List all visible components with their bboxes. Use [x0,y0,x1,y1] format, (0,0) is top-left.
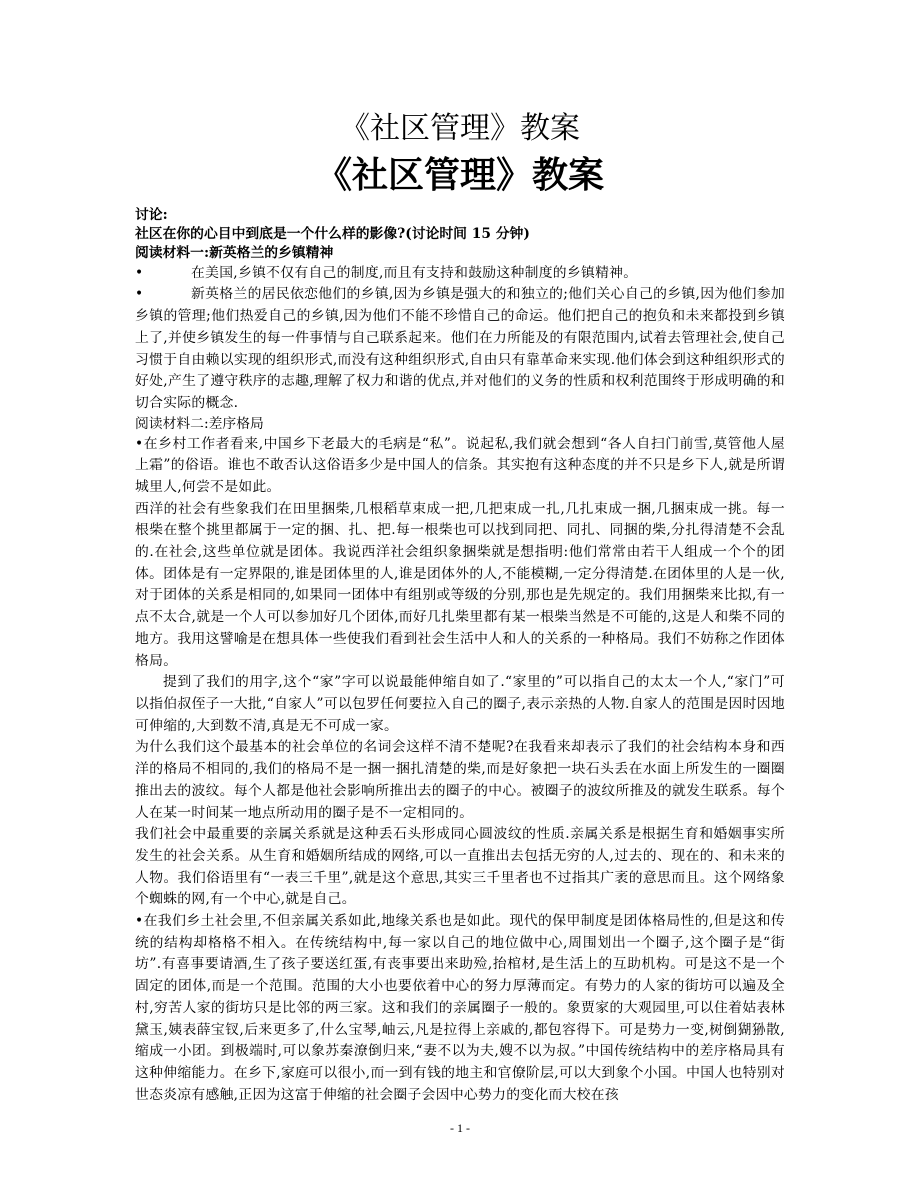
reading1-bullet-1-text: 在美国,乡镇不仅有自己的制度,而且有支持和鼓励这种制度的乡镇精神。 [191,264,638,281]
reading2-paragraph: •在我们乡土社会里,不但亲属关系如此,地缘关系也是如此。现代的保甲制度是团体格局性的,但是这和传统的结构却格格不相入。在传统结构中,每一家以自己的地位做中心,周围划出一个圈子,这个圈子是“街坊”.有喜事要请酒,生了孩子要送红蛋,有丧事要出来助殓,抬棺材,是生活上的互助机构。可是这不是一个固定的团体,而是一个范围。范围的大小也要依着中心的努力厚薄而定。有势力的人家的街坊可以遍及全村,穷苦人家的街坊只是比邻的两三家。这和我们的亲属圈子一般的。象贾家的大观园里,可以住着姑表林黛玉,姨表薛宝钗,后来更多了,什么宝琴,岫云,凡是拉得上亲戚的,都包容得下。可是势力一变,树倒猢狲散,缩成一小团。到极端时,可以象苏秦潦倒归来,“妻不以为夫,嫂不以为叔。”中国传统结构中的差序格局具有这种伸缩能力。在乡下,家庭可以很小,而一到有钱的地主和官僚阶层,可以大到象个小国。中国人也特别对世态炎凉有感触,正因为这富于伸缩的社会圈子会因中心势力的变化而大校在孩 [135,913,785,1103]
page-number: - 1 - [450,1121,470,1135]
bullet-icon: • [135,286,144,303]
reading2-paragraph: 西洋的社会有些象我们在田里捆柴,几根稻草束成一把,几把束成一扎,几扎束成一捆,几捆束成一挑。每一根柴在整个挑里都属于一定的捆、扎、把.每一根柴也可以找到同把、同扎、同捆的柴,分扎得清楚不会乱的.在社会,这些单位就是团体。我说西洋社会组织象捆柴就是想指明:他们常常由若干人组成一个个的团体。团体是有一定界限的,谁是团体里的人,谁是团体外的人,不能模糊,一定分得清楚.在团体里的人是一伙,对于团体的关系是相同的,如果同一团体中有组别或等级的分别,那也是先规定的。我们用捆柴来比拟,有一点不太合,就是一个人可以参加好几个团体,而好几扎柴里都有某一根柴当然是不可能的,这是人和柴不同的地方。我用这譬喻是在想具体一些使我们看到社会生活中人和人的关系的一种格局。我们不妨称之作团体格局。 [135,500,785,669]
reading1-heading: 阅读材料一:新英格兰的乡镇精神 [135,244,334,261]
reading2-paragraph: •在乡村工作者看来,中国乡下老最大的毛病是“私”。说起私,我们就会想到“各人自扫门前雪,莫管他人屋上霜”的俗语。谁也不敢否认这俗语多少是中国人的信条。其实抱有这种态度的并不只是乡下人,就是所谓城里人,何尝不是如此。 [135,435,785,495]
document-content [135,108,785,1106]
document-title-bold: 《社区管理》教案 [315,154,604,196]
reading2-paragraph: 为什么我们这个最基本的社会单位的名词会这样不清不楚呢?在我看来却表示了我们的社会结构本身和西洋的格局不相同的,我们的格局不是一捆一捆扎清楚的柴,而是好象把一块石头丢在水面上所发生的一圈圈推出去的波纹。每个人都是他社会影响所推出去的圈子的中心。被圈子的波纹所推及的就发生联系。每个人在某一时间某一地点所动用的圈子是不一定相同的。 [135,739,785,821]
reading2-paragraph: 我们社会中最重要的亲属关系就是这种丢石头形成同心圆波纹的性质.亲属关系是根据生育和婚姻事实所发生的社会关系。从生育和婚姻所结成的网络,可以一直推出去包括无穷的人,过去的、现在的、和未来的人物。我们俗语里有“一表三千里”,就是这个意思,其实三千里者也不过指其广袤的意思而且。这个网络象个蜘蛛的网,有一个中心,就是自己。 [135,826,785,908]
reading1-bullet-2 [135,284,785,414]
discussion-question: 社区在你的心目中到底是一个什么样的影像?(讨论时间 15 分钟) [135,225,530,242]
reading1-bullet-1 [135,263,785,285]
reading2-heading: 阅读材料二:差序格局 [135,415,264,432]
reading2-paragraph: 提到了我们的用字,这个“家”字可以说最能伸缩自如了.“家里的”可以指自己的太太一个人,“家门”可以指伯叔侄子一大批,“自家人”可以包罗任何要拉入自己的圈子,表示亲热的人物.自家人的范围是因时因地可伸缩的,大到数不清,真是无不可成一家。 [135,674,785,734]
reading1-bullet-2-text: 新英格兰的居民依恋他们的乡镇,因为乡镇是强大的和独立的;他们关心自己的乡镇,因为他们参加乡镇的管理;他们热爱自己的乡镇,因为他们不能不珍惜自己的命运。他们把自己的抱负和未来都投到乡镇上了,并使乡镇发生的每一件事情与自己联系起来。他们在力所能及的有限范围内,试着去管理社会,使自己习惯于自由赖以实现的组织形式,而没有这种组织形式,自由只有靠革命来实现.他们体会到这种组织形式的好处,产生了遵守秩序的志趣,理解了权力和谐的优点,并对他们的义务的性质和权利范围终于形成明确的和切合实际的概念. [135,286,785,411]
document-title: 《社区管理》教案 [340,111,580,146]
discussion-label: 讨论: [135,207,168,223]
bullet-icon: • [135,264,144,281]
